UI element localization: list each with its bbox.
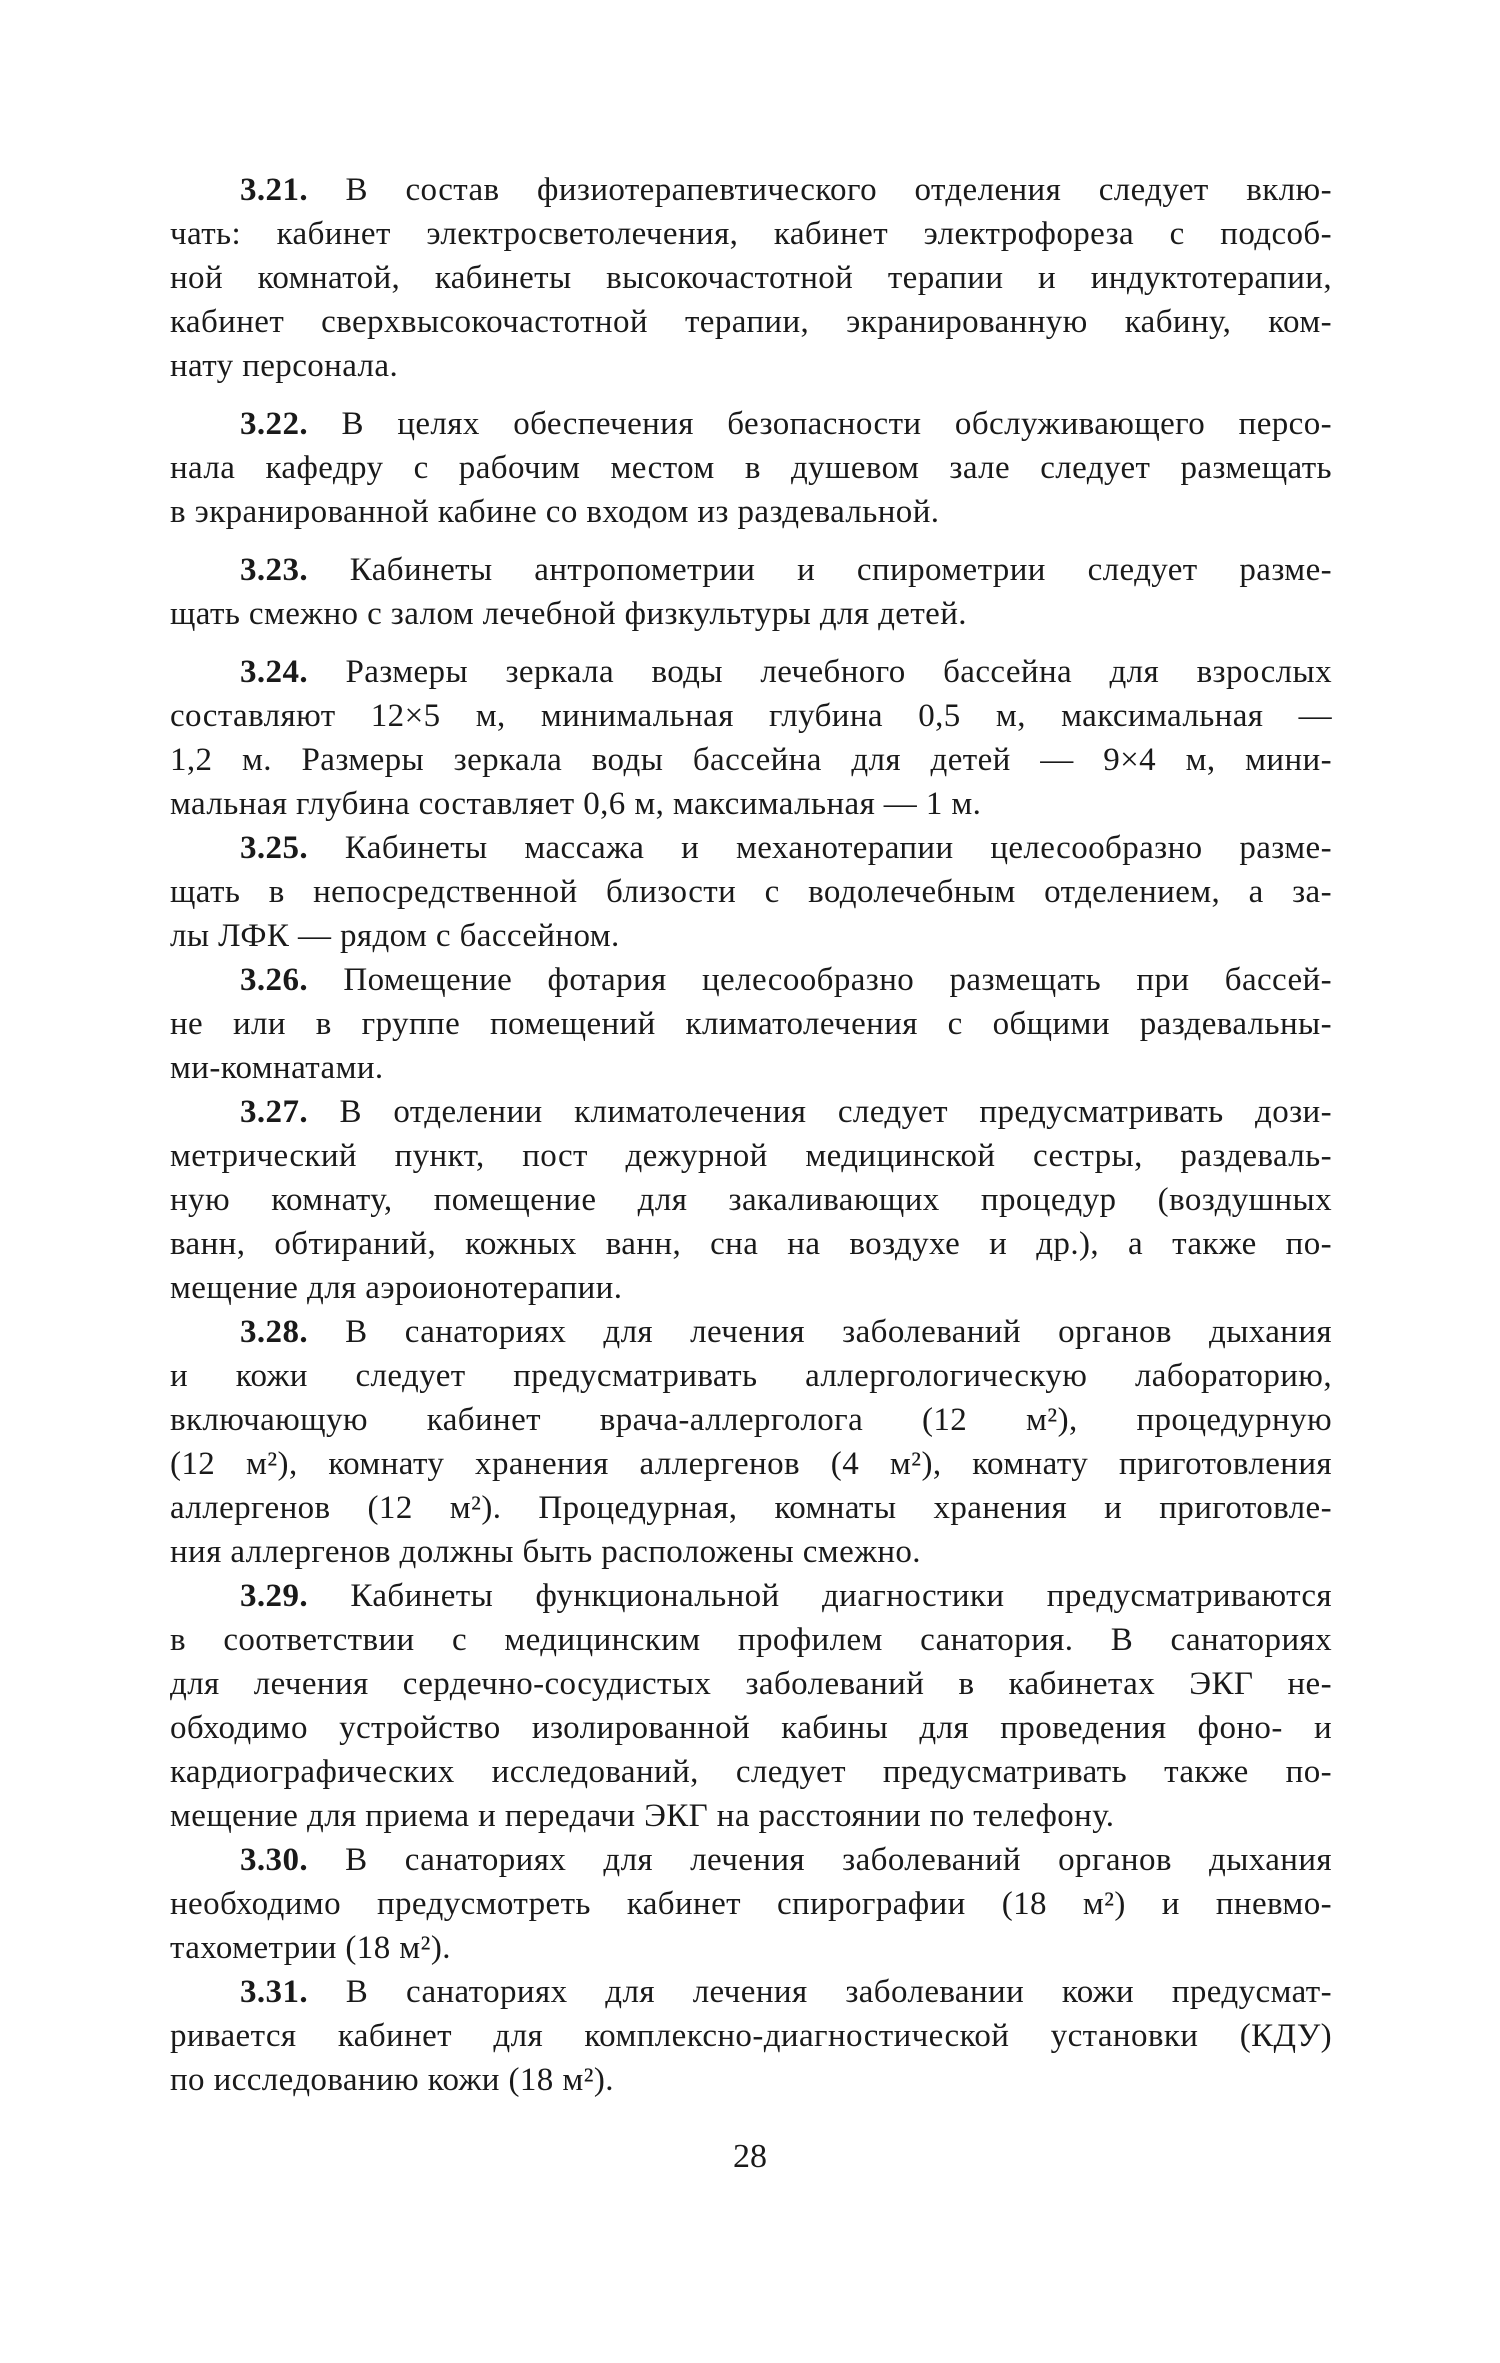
paragraph [170, 1970, 1332, 2102]
section-number: 3.27. [240, 1094, 308, 1130]
text-line [170, 826, 1332, 870]
line-text: мещение для аэроионотерапии. [170, 1270, 623, 1306]
line-text: В отделении климатолечения следует предусматривать дози- [339, 1094, 1333, 1130]
line-text: нала кафедру с рабочим местом в душевом зале следует размещать [170, 450, 1332, 486]
text-line [170, 914, 1332, 958]
line-text: не или в группе помещений климатолечения с общими раздевальны- [170, 1006, 1332, 1042]
paragraph [170, 1090, 1332, 1310]
line-text: по исследованию кожи (18 м²). [170, 2062, 614, 2098]
paragraph [170, 650, 1332, 826]
text-line [170, 870, 1332, 914]
line-text: обходимо устройство изолированной кабины для проведения фоно- и [170, 1710, 1332, 1746]
line-text: кардиографических исследований, следует предусматривать также по- [170, 1754, 1332, 1790]
text-line [170, 2058, 1332, 2102]
paragraph [170, 548, 1332, 636]
text-line [170, 1882, 1332, 1926]
text-line [170, 694, 1332, 738]
text-line [170, 1310, 1332, 1354]
text-line [170, 402, 1332, 446]
line-text: 1,2 м. Размеры зеркала воды бассейна для детей — 9×4 м, мини- [170, 742, 1332, 778]
line-text: ния аллергенов должны быть расположены смежно. [170, 1534, 921, 1570]
text-line [170, 446, 1332, 490]
section-number: 3.23. [240, 552, 308, 588]
text-line [170, 1398, 1332, 1442]
line-text: Кабинеты функциональной диагностики предусматриваются [350, 1578, 1332, 1614]
text-line [170, 168, 1332, 212]
text-line [170, 1618, 1332, 1662]
section-number: 3.28. [240, 1314, 308, 1350]
line-text: ную комнату, помещение для закаливающих процедур (воздушных [170, 1182, 1332, 1218]
text-line [170, 1838, 1332, 1882]
line-text: нату персонала. [170, 348, 399, 384]
text-line [170, 592, 1332, 636]
line-text: щать в непосредственной близости с водолечебным отделением, а за- [170, 874, 1332, 910]
text-line [170, 1970, 1332, 2014]
section-number: 3.25. [240, 830, 308, 866]
line-text: чать: кабинет электросветолечения, кабинет электрофореза с подсоб- [170, 216, 1332, 252]
line-text: В целях обеспечения безопасности обслуживающего персо- [341, 406, 1332, 442]
line-text: мещение для приема и передачи ЭКГ на расстоянии по телефону. [170, 1798, 1115, 1834]
text-line [170, 256, 1332, 300]
section-number: 3.22. [240, 406, 308, 442]
line-text: в соответствии с медицинским профилем санатория. В санаториях [170, 1622, 1332, 1658]
text-line [170, 1926, 1332, 1970]
line-text: составляют 12×5 м, минимальная глубина 0,5 м, максимальная — [170, 698, 1332, 734]
text-line [170, 1002, 1332, 1046]
text-line [170, 782, 1332, 826]
paragraph [170, 826, 1332, 958]
section-number: 3.30. [240, 1842, 308, 1878]
text-line [170, 1354, 1332, 1398]
text-line [170, 1794, 1332, 1838]
line-text: ванн, обтираний, кожных ванн, сна на воздухе и др.), а также по- [170, 1226, 1332, 1262]
text-line [170, 1134, 1332, 1178]
paragraph [170, 958, 1332, 1090]
page-body [170, 168, 1332, 2102]
text-line [170, 1222, 1332, 1266]
text-line [170, 344, 1332, 388]
line-text: включающую кабинет врача-аллерголога (12 м²), процедурную [170, 1402, 1332, 1438]
text-line [170, 548, 1332, 592]
paragraph [170, 1310, 1332, 1574]
text-line [170, 650, 1332, 694]
text-line [170, 1574, 1332, 1618]
line-text: Размеры зеркала воды лечебного бассейна для взрослых [345, 654, 1332, 690]
text-line [170, 1090, 1332, 1134]
line-text: В санаториях для лечения заболеваний органов дыхания [345, 1842, 1333, 1878]
line-text: лы ЛФК — рядом с бассейном. [170, 918, 620, 954]
section-number: 3.29. [240, 1578, 308, 1614]
text-line [170, 1530, 1332, 1574]
line-text: метрический пункт, пост дежурной медицинской сестры, раздеваль- [170, 1138, 1332, 1174]
line-text: тахометрии (18 м²). [170, 1930, 451, 1966]
line-text: необходимо предусмотреть кабинет спирографии (18 м²) и пневмо- [170, 1886, 1332, 1922]
text-line [170, 1046, 1332, 1090]
line-text: мальная глубина составляет 0,6 м, максимальная — 1 м. [170, 786, 982, 822]
text-line [170, 2014, 1332, 2058]
line-text: (12 м²), комнату хранения аллергенов (4 м²), комнату приготовления [170, 1446, 1332, 1482]
line-text: аллергенов (12 м²). Процедурная, комнаты хранения и приготовле- [170, 1490, 1332, 1526]
line-text: и кожи следует предусматривать аллергологическую лабораторию, [170, 1358, 1332, 1394]
text-line [170, 738, 1332, 782]
section-number: 3.21. [240, 172, 308, 208]
page-number: 28 [733, 2138, 767, 2175]
paragraph [170, 402, 1332, 534]
line-text: В санаториях для лечения заболеваний органов дыхания [345, 1314, 1333, 1350]
line-text: для лечения сердечно-сосудистых заболеваний в кабинетах ЭКГ не- [170, 1666, 1332, 1702]
line-text: Кабинеты антропометрии и спирометрии следует разме- [349, 552, 1333, 588]
text-line [170, 1486, 1332, 1530]
text-line [170, 212, 1332, 256]
line-text: ми-комнатами. [170, 1050, 384, 1086]
line-text: В санаториях для лечения заболевании кожи предусмат- [345, 1974, 1332, 2010]
line-text: кабинет сверхвысокочастотной терапии, экранированную кабину, ком- [170, 304, 1332, 340]
line-text: ривается кабинет для комплексно-диагностической установки (КДУ) [170, 2018, 1332, 2054]
section-number: 3.26. [240, 962, 308, 998]
line-text: Помещение фотария целесообразно размещать при бассей- [343, 962, 1332, 998]
line-text: щать смежно с залом лечебной физкультуры для детей. [170, 596, 967, 632]
text-line [170, 1178, 1332, 1222]
text-line [170, 1750, 1332, 1794]
text-line [170, 1266, 1332, 1310]
paragraph [170, 1574, 1332, 1838]
text-line [170, 300, 1332, 344]
line-text: В состав физиотерапевтического отделения следует вклю- [345, 172, 1333, 208]
text-line [170, 1662, 1332, 1706]
paragraph [170, 1838, 1332, 1970]
text-line [170, 1442, 1332, 1486]
paragraph [170, 168, 1332, 388]
text-line [170, 490, 1332, 534]
text-line [170, 958, 1332, 1002]
line-text: в экранированной кабине со входом из раздевальной. [170, 494, 940, 530]
line-text: ной комнатой, кабинеты высокочастотной терапии и индуктотерапии, [170, 260, 1332, 296]
section-number: 3.31. [240, 1974, 308, 2010]
line-text: Кабинеты массажа и механотерапии целесообразно разме- [344, 830, 1332, 866]
section-number: 3.24. [240, 654, 308, 690]
text-line [170, 1706, 1332, 1750]
